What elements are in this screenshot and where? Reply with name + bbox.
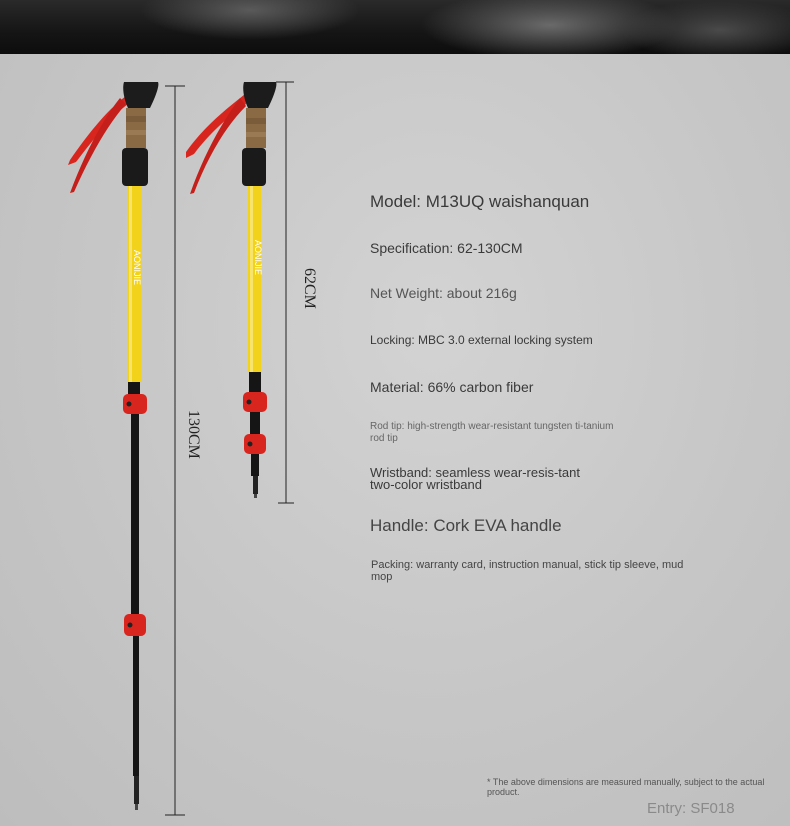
- spec-rod-tip: Rod tip: high-strength wear-resistant tungsten ti-tanium rod tip: [370, 421, 614, 444]
- spec-packing: Packing: warranty card, instruction manual, stick tip sleeve, mud mop: [371, 559, 684, 583]
- spec-specification: Specification: 62-130CM: [370, 240, 523, 256]
- long-pole-eva-grip: [122, 148, 148, 186]
- spec-net-weight: Net Weight: about 216g: [370, 285, 517, 301]
- svg-text:AONIJIE: AONIJIE: [253, 240, 263, 276]
- long-pole-cork-grip: [126, 108, 146, 148]
- long-pole-lock-lower: [124, 614, 146, 636]
- short-pole-cork-grip: [246, 108, 266, 148]
- long-dimension-label: 130CM: [185, 410, 202, 459]
- spec-locking: Locking: MBC 3.0 external locking system: [370, 333, 593, 347]
- banner-rock-texture: [620, 0, 790, 54]
- trekking-poles-illustration: [0, 54, 340, 826]
- svg-text:AONIJIE: AONIJIE: [132, 250, 142, 286]
- measurement-disclaimer: * The above dimensions are measured manually, subject to the actual product.: [487, 777, 765, 797]
- spec-material: Material: 66% carbon fiber: [370, 379, 534, 395]
- spec-handle: Handle: Cork EVA handle: [370, 516, 562, 535]
- short-pole-lock-lower: [244, 434, 266, 454]
- long-pole-wrist-strap-tail: [70, 98, 126, 193]
- short-pole-handle-cap: [243, 82, 276, 108]
- entry-code: Entry: SF018: [647, 800, 735, 817]
- long-pole-handle-cap: [123, 82, 158, 108]
- long-pole: [68, 82, 185, 815]
- short-dimension-label: 62CM: [301, 268, 318, 309]
- banner-rock-texture: [140, 0, 360, 40]
- spec-model: Model: M13UQ waishanquan: [370, 192, 590, 211]
- short-pole: [186, 82, 294, 503]
- spec-wristband: Wristband: seamless wear-resis-tant two-color wristband: [370, 465, 580, 492]
- short-pole-upper-shaft: [248, 186, 261, 372]
- short-pole-eva-grip: [242, 148, 266, 186]
- header-banner: [0, 0, 790, 54]
